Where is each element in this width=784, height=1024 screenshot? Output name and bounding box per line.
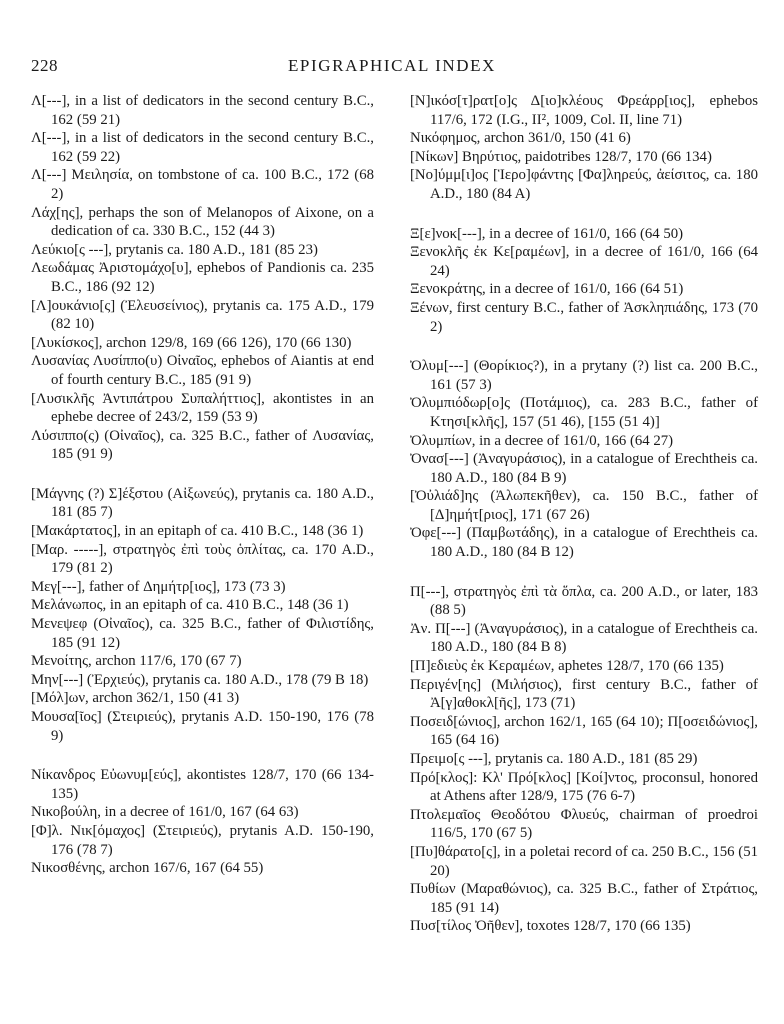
- index-entry: Ξενοκράτης, in a decree of 161/0, 166 (64 51): [410, 281, 684, 298]
- index-entry: Μεγ[---], father of Δημήτρ[ιος], 173 (73 3): [31, 578, 286, 595]
- page-number: 228: [31, 56, 58, 75]
- index-entry: Νικόφημος, archon 361/0, 150 (41 6): [410, 130, 631, 147]
- section-divider: [410, 204, 758, 225]
- index-entry: Πυθίων (Μαραθώνιος), ca. 325 B.C., father of Στράτιος, 185 (91 14): [410, 881, 758, 916]
- index-entry: Νικοσθένης, archon 167/6, 167 (64 55): [31, 860, 264, 877]
- index-entry: Ξενοκλῆς ἐκ Κε[ραμέων], in a decree of 161/0, 166 (64 24): [410, 244, 758, 279]
- section-divider: [31, 464, 374, 485]
- running-title: EPIGRAPHICAL INDEX: [287, 56, 497, 75]
- index-entry: Μην[---] (Ἐρχιεύς), prytanis ca. 180 A.D., 178 (79 B 18): [31, 671, 369, 688]
- index-entry: Ξένων, first century B.C., father of Ἀσκληπιάδης, 173 (70 2): [410, 299, 758, 335]
- index-entry: [Λυσικλῆς Ἀντιπάτρου Συπαλήττιος], akontistes in an ephebe decree of 243/2, 159 (53 9): [31, 390, 374, 426]
- index-entry: Λυσανίας Λυσίππο(υ) Οἰναῖος, ephebos of Aiantis at end of fourth century B.C., 185 (91 9): [31, 353, 374, 388]
- index-entry: Λ[---] Μειλησία, on tombstone of ca. 100 B.C., 172 (68 2): [31, 167, 374, 202]
- index-entry: Λ[---], in a list of dedicators in the second century B.C., 162 (59 21): [31, 93, 374, 128]
- index-entry: Π[---], στρατηγὸς ἐπὶ τὰ ὅπλα, ca. 200 A.D., or later, 183 (88 5): [410, 583, 758, 619]
- index-entry: Ἀν. Π[---] (Ἀναγυράσιος), in a catalogue of Erechtheis ca. 180 A.D., 180 (84 B 8): [410, 620, 758, 656]
- index-entry: [Μόλ]ων, archon 362/1, 150 (41 3): [31, 690, 240, 707]
- index-entry: [Πυ]θάρατο[ς], in a poletai record of ca. 250 B.C., 156 (51 20): [410, 843, 758, 879]
- index-entry: Μενοίτης, archon 117/6, 170 (67 7): [31, 653, 242, 670]
- index-entry: [Μάγνης (?) Σ]έξστου (Αἰξωνεύς), prytanis ca. 180 A.D., 181 (85 7): [31, 485, 374, 521]
- index-entry: Νικοβούλη, in a decree of 161/0, 167 (64 63): [31, 804, 299, 821]
- index-entry: [Νο]ύμμ[ι]ος [Ἱερο]φάντης [Φα]ληρεύς, ἀείσιτος, ca. 180 A.D., 180 (84 A): [410, 167, 758, 202]
- index-entry: [Φ]λ. Νικ[όμαχος] (Στειριεύς), prytanis A.D. 150-190, 176 (78 7): [31, 822, 374, 858]
- index-entry: [Νίκων] Βηρύτιος, paidotribes 128/7, 170 (66 134): [410, 148, 712, 165]
- index-column-left: [31, 92, 374, 878]
- index-entry: Πυσ[τίλος Ὀῆθεν], toxotes 128/7, 170 (66 135): [410, 918, 691, 935]
- index-entry: Περιγέν[ης] (Μιλήσιος), first century B.C., father of Ἀ[γ]αθοκλ[ῆς], 173 (71): [410, 676, 758, 712]
- index-entry: Μενεψεφ (Οἰναῖος), ca. 325 B.C., father of Φιλιστίδης, 185 (91 12): [31, 616, 374, 651]
- section-divider: [410, 336, 758, 357]
- section-divider: [410, 562, 758, 583]
- index-column-right: [410, 92, 758, 936]
- index-entry: [Π]εδιεὺς ἐκ Κεραμέων, aphetes 128/7, 170 (66 135): [410, 658, 724, 675]
- index-entry: Πρό[κλος]: Κλ' Πρό[κλος] [Κοί]ντος, proconsul, honored at Athens after 128/9, 175 (76 6-7): [410, 769, 758, 805]
- index-entry: Ὀλυμπίων, in a decree of 161/0, 166 (64 27): [410, 432, 674, 449]
- index-entry: Λ[---], in a list of dedicators in the second century B.C., 162 (59 22): [31, 130, 374, 165]
- index-entry: Λάχ[ης], perhaps the son of Melanopos of Aixone, on a dedication of ca. 330 B.C., 152 (44 3): [31, 204, 374, 240]
- index-entry: Ὀνασ[---] (Ἀναγυράσιος), in a catalogue of Erechtheis ca. 180 A.D., 180 (84 B 9): [410, 451, 758, 486]
- index-entry: [Μακάρτατος], in an epitaph of ca. 410 B.C., 148 (36 1): [31, 523, 364, 540]
- index-entry: Πτολεμαῖος Θεοδότου Φλυεύς, chairman of proedroi 116/5, 170 (67 5): [410, 806, 758, 842]
- index-entry: [Μαρ. -----], στρατηγὸς ἐπὶ τοὺς ὁπλίτας, ca. 170 A.D., 179 (81 2): [31, 541, 374, 577]
- index-entry: Μουσα[ῖος] (Στειριεύς), prytanis A.D. 150-190, 176 (78 9): [31, 709, 374, 744]
- index-entry: Μελάνωπος, in an epitaph of ca. 410 B.C., 148 (36 1): [31, 597, 349, 614]
- index-entry: [Ν]ικόσ[τ]ρατ[ο]ς Δ[ιο]κλέους Φρεάρρ[ιος], ephebos 117/6, 172 (I.G., II², 1009, Col. II, line 71): [410, 93, 758, 128]
- index-entry: [Ὀὐλιάδ]ης (Ἀλωπεκῆθεν), ca. 150 B.C., father of [Δ]ημήτ[ριος], 171 (67 26): [410, 488, 758, 523]
- index-entry: Πρειμο[ς ---], prytanis ca. 180 A.D., 181 (85 29): [410, 751, 698, 767]
- index-entry: [Λυκίσκος], archon 129/8, 169 (66 126), 170 (66 130): [31, 334, 352, 351]
- index-entry: Ὀλυμ[---] (Θορίκιος?), in a prytany (?) list ca. 200 B.C., 161 (57 3): [410, 358, 758, 393]
- index-entry: Ὀφε[---] (Παμβωτάδης), in a catalogue of Erechtheis ca. 180 A.D., 180 (84 B 12): [410, 525, 758, 561]
- index-entry: [Λ]ουκάνιο[ς] (Ἐλευσείνιος), prytanis ca. 175 A.D., 179 (82 10): [31, 297, 374, 333]
- index-entry: Ποσειδ[ώνιος], archon 162/1, 165 (64 10); Π[οσειδώνιος], 165 (64 16): [410, 713, 758, 749]
- index-entry: Λεωδάμας Ἀριστομάχο[υ], ephebos of Pandionis ca. 235 B.C., 186 (92 12): [31, 260, 374, 295]
- index-entry: Νίκανδρος Εὐωνυμ[εύς], akontistes 128/7, 170 (66 134-135): [31, 767, 374, 802]
- section-divider: [31, 745, 374, 766]
- index-entry: Λεύκιο[ς ---], prytanis ca. 180 A.D., 181 (85 23): [31, 241, 318, 258]
- index-entry: Ὀλυμπιόδωρ[ο]ς (Ποτάμιος), ca. 283 B.C., father of Κτησι[κλῆς], 157 (51 46), [155 (51 4)]: [410, 395, 758, 430]
- index-entry: Λύσιππο(ς) (Οἰναῖος), ca. 325 B.C., father of Λυσανίας, 185 (91 9): [31, 427, 374, 463]
- index-entry: Ξ[ε]νοκ[---], in a decree of 161/0, 166 (64 50): [410, 225, 684, 242]
